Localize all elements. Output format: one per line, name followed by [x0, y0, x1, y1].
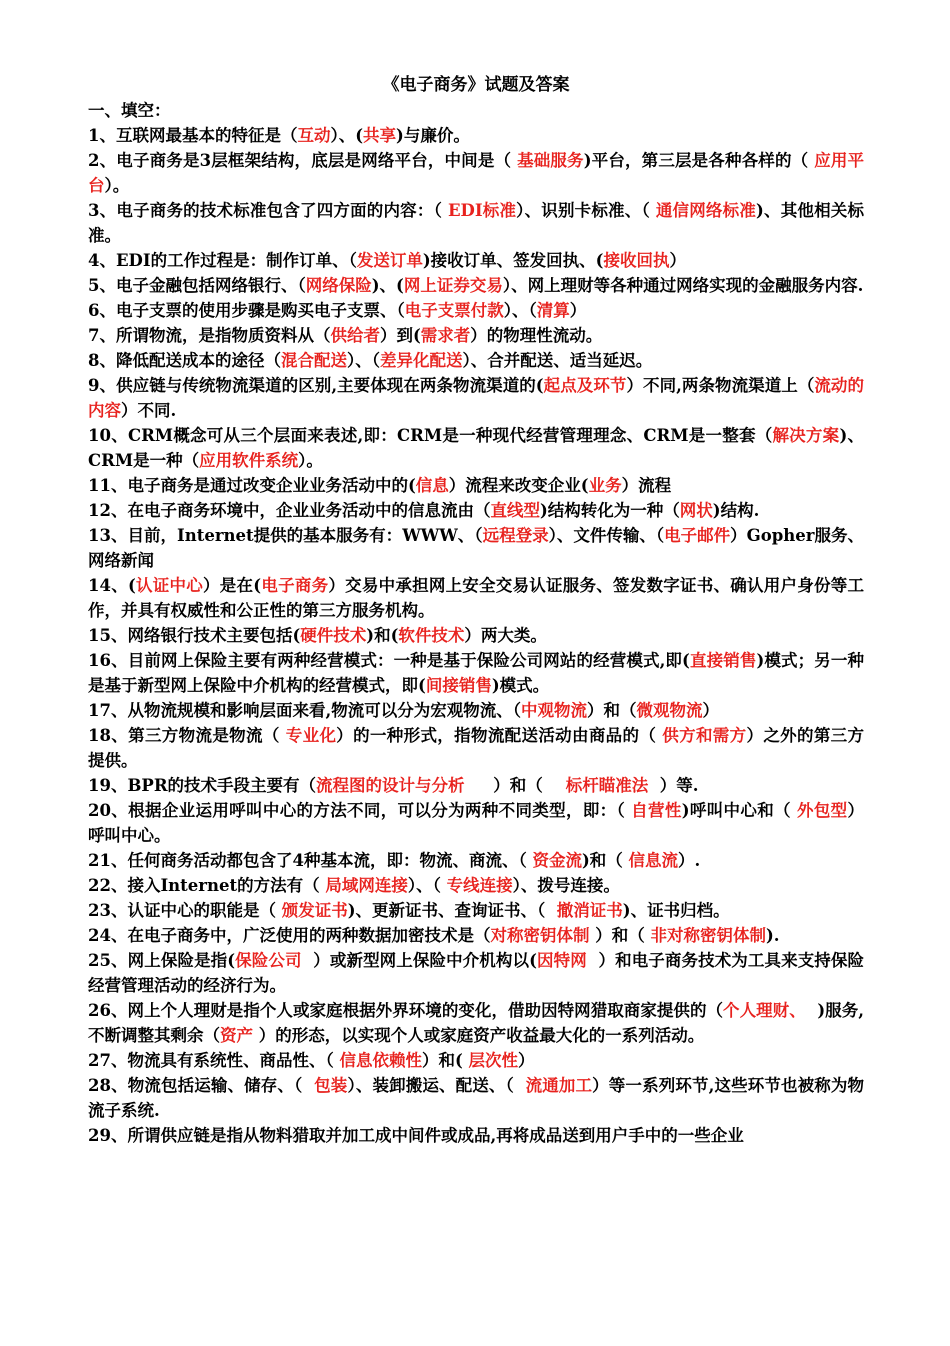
question-item [88, 948, 864, 998]
answer-text: 供给者 [330, 326, 380, 345]
answer-text: 起点及环节 [543, 376, 627, 395]
question-item [88, 1073, 864, 1123]
question-text: 4、EDI的工作过程是：制作订单、（ [88, 251, 357, 270]
question-text: )服务,不断调整其剩余（ [88, 1001, 865, 1045]
question-item [88, 198, 864, 248]
question-text: )、更新证书、查询证书、（ [347, 901, 557, 920]
question-text: ）交易中承担网上安全交易认证服务、签发数字证书、确认用户身份等工作，并具有权威性和公正性的第三方服务机构。 [88, 576, 865, 620]
question-item [88, 348, 864, 373]
answer-text: 应用软件系统 [199, 451, 299, 470]
question-text: 19、BPR的技术手段主要有（ [88, 776, 317, 795]
question-text: ）两大类。 [464, 626, 547, 645]
question-text: ）、网上理财等各种通过网络实现的金融服务内容. [502, 276, 864, 295]
answer-text: 资金流 [532, 851, 582, 870]
question-text: 7、所谓物流，是指物质资料从（ [88, 326, 331, 345]
answer-text: 电子支票付款 [404, 301, 504, 320]
question-text: ）、装卸搬运、配送、（ [347, 1076, 526, 1095]
question-text: )模式。 [491, 676, 550, 695]
question-text: ）、识别卡标准、（ [516, 201, 656, 220]
question-text: 20、根据企业运用呼叫中心的方法不同，可以分为两种不同类型，即：（ [88, 801, 632, 820]
answer-text: 专线连接 [446, 876, 513, 895]
answer-text: 发送订单 [356, 251, 423, 270]
question-text: ） [518, 1051, 535, 1070]
answer-text: 差异化配送 [379, 351, 463, 370]
question-text: ）、( [330, 126, 364, 145]
answer-text: 包装 [314, 1076, 348, 1095]
section-heading: 一、填空： [88, 101, 171, 120]
answer-text: EDI标准 [447, 201, 517, 220]
question-text: 9、供应链与传统物流渠道的区别,主要体现在两条物流渠道的( [88, 376, 544, 395]
question-text: 3、电子商务的技术标准包含了四方面的内容：（ [88, 201, 448, 220]
question-text: 10、CRM概念可从三个层面来表述,即：CRM是一种现代经营管理理念、CRM是一整套（ [88, 426, 773, 445]
question-text: ）流程来改变企业( [448, 476, 589, 495]
question-text: ）等一系列环节,这些环节也被称为物流子系统. [88, 1076, 865, 1120]
question-text: 21、任何商务活动都包含了4种基本流，即：物流、商流、（ [88, 851, 533, 870]
question-text: )结构. [712, 501, 760, 520]
question-text: ）、合并配送、适当延迟。 [462, 351, 653, 370]
question-text: ）等. [648, 776, 699, 795]
question-text: )与廉价。 [396, 126, 470, 145]
answer-text: 共享 [363, 126, 397, 145]
answer-text: 信息依赖性 [339, 1051, 422, 1070]
question-item [88, 773, 864, 798]
answer-text: 电子邮件 [664, 526, 731, 545]
answer-text: 保险公司 [235, 951, 302, 970]
question-text: 5、电子金融包括网络银行、（ [88, 276, 306, 295]
question-text: ）的物理性流动。 [470, 326, 603, 345]
question-text: )和（ [581, 851, 629, 870]
answer-text: 混合配送 [280, 351, 347, 370]
question-text: 22、接入Internet的方法有（ [88, 876, 326, 895]
question-item [88, 648, 864, 698]
answer-text: 流通加工 [525, 1076, 593, 1095]
answer-text: 层次性 [468, 1051, 519, 1070]
answer-text: 远程登录 [482, 526, 549, 545]
question-text: ）之外的第三方提供。 [88, 726, 865, 770]
question-item [88, 273, 864, 298]
question-text: ）是在( [203, 576, 262, 595]
question-text: ）. [678, 851, 701, 870]
question-text: 2、电子商务是3层框架结构，底层是网络平台，中间是（ [88, 151, 518, 170]
answer-text: 接收回执 [603, 251, 670, 270]
answer-text: 网上证券交易 [403, 276, 503, 295]
answer-text: 专业化 [285, 726, 337, 745]
question-text: ）呼叫中心。 [88, 801, 865, 845]
document-page [88, 72, 864, 1148]
question-text: )、证书归档。 [622, 901, 730, 920]
question-item [88, 1123, 864, 1148]
question-item [88, 798, 864, 848]
question-text: ）Gopher服务、网络新闻 [88, 526, 865, 570]
question-item [88, 148, 864, 198]
answer-text: 非对称密钥体制 [650, 926, 766, 945]
answer-text: 间接销售 [425, 676, 492, 695]
question-text: ）和( [421, 1051, 469, 1070]
question-text: ）和电子商务技术为工具来支持保险经营管理活动的经济行为。 [88, 951, 865, 995]
question-item [88, 573, 864, 623]
answer-text: 资产 [220, 1026, 253, 1045]
question-text: 1、互联网最基本的特征是（ [88, 126, 298, 145]
answer-text: 微观物流 [636, 701, 703, 720]
question-text: )接收订单、签发回执、( [422, 251, 604, 270]
question-text: 25、网上保险是指( [88, 951, 236, 970]
question-text: ）不同,两条物流渠道上（ [626, 376, 815, 395]
question-text: )平台，第三层是各种各样的（ [583, 151, 815, 170]
question-text: 13、目前，Internet提供的基本服务有：WWW、（ [88, 526, 483, 545]
answer-text: 供方和需方 [662, 726, 747, 745]
question-text: )结构转化为一种（ [539, 501, 680, 520]
question-text: )和( [366, 626, 399, 645]
question-item [88, 898, 864, 923]
question-item [88, 498, 864, 523]
question-text: )呼叫中心和（ [681, 801, 797, 820]
question-text: 24、在电子商务中，广泛使用的两种数据加密技术是（ [88, 926, 491, 945]
question-item [88, 848, 864, 873]
question-item [88, 623, 864, 648]
answer-text: 网状 [679, 501, 713, 520]
question-item [88, 873, 864, 898]
question-text: ）、（ [503, 301, 537, 320]
answer-text: 因特网 [536, 951, 587, 970]
answer-text: 通信网络标准 [655, 201, 757, 220]
question-text: ）和（ [586, 701, 637, 720]
question-text: ）、（ [346, 351, 380, 370]
answer-text: 信息 [415, 476, 449, 495]
answer-text: 个人理财、 [723, 1001, 806, 1020]
answer-text: 自营性 [631, 801, 682, 820]
question-text: 23、认证中心的职能是（ [88, 901, 282, 920]
question-text: 6、电子支票的使用步骤是购买电子支票、（ [88, 301, 405, 320]
answer-text: 中观物流 [520, 701, 587, 720]
answer-text: 解决方案 [772, 426, 840, 445]
question-text: 16、目前网上保险主要有两种经营模式：一种是基于保险公司网站的经营模式,即( [88, 651, 690, 670]
question-text: 29、所谓供应链是指从物料猎取并加工成中间件或成品,再将成品送到用户手中的一些企业 [88, 1126, 744, 1145]
question-text: 27、物流具有系统性、商品性、（ [88, 1051, 340, 1070]
answer-text: 硬件技术 [300, 626, 367, 645]
answer-text: 基础服务 [517, 151, 584, 170]
answer-text: 业务 [588, 476, 622, 495]
answer-text: 软件技术 [398, 626, 465, 645]
question-text: 14、( [88, 576, 136, 595]
question-text: 15、网络银行技术主要包括( [88, 626, 301, 645]
answer-text: 直接销售 [689, 651, 757, 670]
question-text: ）的一种形式，指物流配送活动由商品的（ [336, 726, 663, 745]
question-text: ） [569, 301, 587, 320]
answer-text: 局域网连接 [325, 876, 408, 895]
question-text: ). [765, 926, 780, 945]
answer-text: 标杆瞄准法 [565, 776, 649, 795]
question-text: )模式；另一种是基于新型网上保险中介机构的经营模式，即( [88, 651, 865, 695]
question-item [88, 723, 864, 773]
question-text: ）或新型网上保险中介机构以( [301, 951, 537, 970]
question-item [88, 998, 864, 1048]
answer-text: 外包型 [796, 801, 848, 820]
answer-text: 流动的内容 [88, 376, 864, 420]
answer-text: 信息流 [628, 851, 678, 870]
question-text: ）、拨号连接。 [512, 876, 620, 895]
question-item [88, 523, 864, 573]
answer-text: 流程图的设计与分析 [316, 776, 465, 795]
question-text: )、( [371, 276, 404, 295]
answer-text: 互动 [297, 126, 331, 145]
answer-text: 撤消证书 [556, 901, 623, 920]
question-item [88, 473, 864, 498]
question-text: ）。 [298, 451, 323, 470]
question-text: ）不同. [121, 401, 177, 420]
answer-text: 对称密钥体制 [490, 926, 590, 945]
question-item [88, 698, 864, 723]
question-text: )、CRM是一种（ [88, 426, 864, 470]
question-text: 11、电子商务是通过改变企业业务活动中的( [88, 476, 416, 495]
answer-text: 电子商务 [261, 576, 329, 595]
question-text: 12、在电子商务环境中，企业业务活动中的信息流由（ [88, 501, 491, 520]
question-text: ）和（ [464, 776, 566, 795]
answer-text: 应用平台 [88, 151, 865, 195]
question-item [88, 923, 864, 948]
question-item [88, 1048, 864, 1073]
question-text: 18、第三方物流是物流（ [88, 726, 286, 745]
question-item [88, 323, 864, 348]
question-text: ） [669, 251, 686, 270]
question-text: ）到( [379, 326, 421, 345]
question-item [88, 373, 864, 423]
question-text: )、其他相关标准。 [88, 201, 864, 245]
question-text: ）的形态，以实现个人或家庭资产收益最大化的一系列活动。 [253, 1026, 705, 1045]
question-text: 28、物流包括运输、储存、（ [88, 1076, 315, 1095]
question-text: ）流程 [621, 476, 672, 495]
question-item [88, 248, 864, 273]
answer-text: 需求者 [420, 326, 471, 345]
answer-text: 网络保险 [305, 276, 372, 295]
question-item [88, 123, 864, 148]
question-text: ）。 [104, 176, 130, 195]
question-text: 26、网上个人理财是指个人或家庭根据外界环境的变化，借助因特网猎取商家提供的（ [88, 1001, 724, 1020]
question-text: 17、从物流规模和影响层面来看,物流可以分为宏观物流、（ [88, 701, 521, 720]
question-text: 8、降低配送成本的途径（ [88, 351, 281, 370]
answer-text: 直线型 [490, 501, 540, 520]
document-title: 《电子商务》试题及答案 [382, 75, 570, 95]
question-list [88, 123, 864, 1148]
answer-text: 认证中心 [135, 576, 204, 595]
question-item [88, 298, 864, 323]
question-text: ）、文件传输、（ [548, 526, 665, 545]
question-text: ） [702, 701, 719, 720]
question-text: ）和（ [589, 926, 651, 945]
answer-text: 颁发证书 [281, 901, 348, 920]
answer-text: 清算 [536, 301, 570, 320]
question-text: ）、（ [407, 876, 447, 895]
question-item [88, 423, 864, 473]
